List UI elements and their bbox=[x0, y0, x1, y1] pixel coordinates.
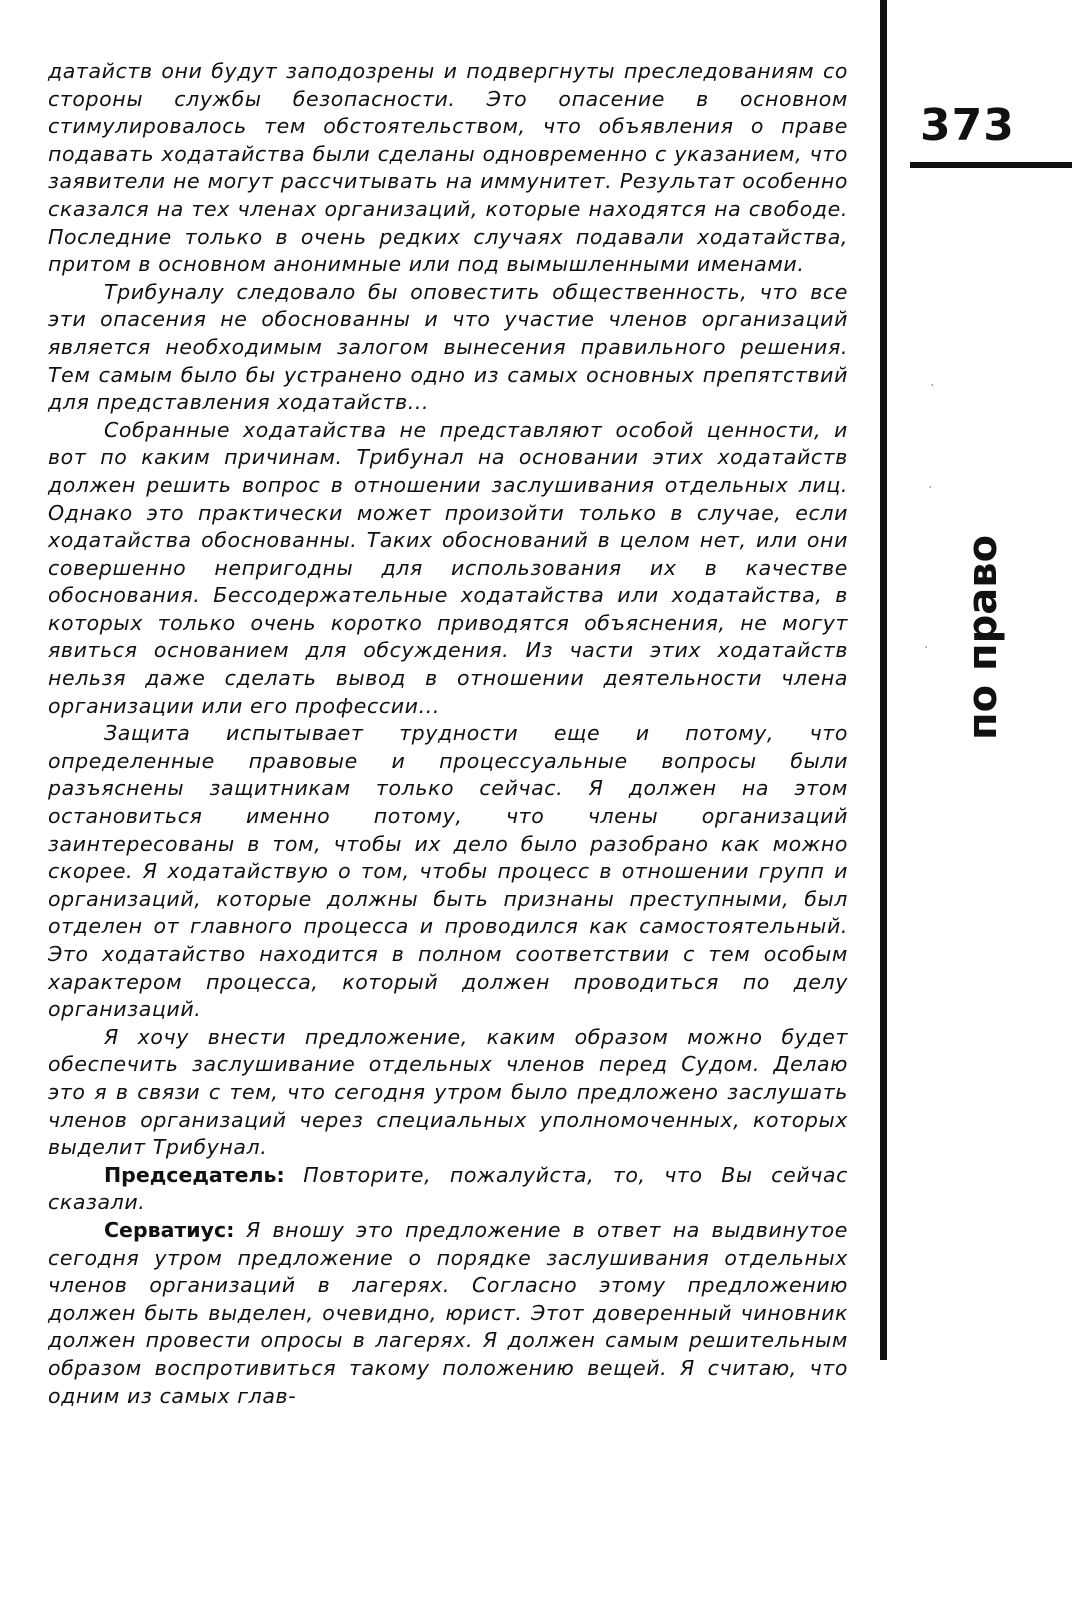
paragraph-1: датайств они будут заподозрены и подвергнуты преследованиям со стороны службы безопасности. Это опасение в основном стимулировалось тем обстоятельством, что объявления о праве подавать ходатайства были сделаны одновременно с указанием, что заявители не могут рассчитывать на иммунитет. Результат особенно сказался на тех членах организаций, которые находятся на свободе. Последние только в очень редких случаях подавали ходатайства, притом в основном анонимные или под вымышленными именами. bbox=[48, 59, 848, 277]
speaker-label: Председатель: bbox=[104, 1162, 285, 1187]
vertical-rule bbox=[880, 0, 887, 1360]
scan-speck: · bbox=[924, 640, 929, 656]
paragraph-2: Трибуналу следовало бы оповестить общественность, что все эти опасения не обоснованны и что участие членов организаций является необходимым залогом вынесения правильного решения. Тем самым было бы устранено одно из самых основных препятствий для представления ходатайств... bbox=[48, 279, 848, 415]
speaker-label: Серватиус: bbox=[104, 1217, 235, 1242]
page-number-underline bbox=[910, 162, 1072, 168]
paragraph-5: Я хочу внести предложение, каким образом можно будет обеспечить заслушивание отдельных членов перед Судом. Делаю это я в связи с тем, что сегодня утром было предложено заслушать членов организаций через специальных уполномоченных, которых выделит Трибунал. bbox=[48, 1024, 848, 1160]
main-text-column bbox=[48, 58, 848, 1410]
scan-speck: · bbox=[928, 480, 933, 496]
paragraph-3: Собранные ходатайства не представляют особой ценности, и вот по каким причинам. Трибунал на основании этих ходатайств должен решить вопрос в отношении заслушивания отдельных лиц. Однако это практически может произойти только в случае, если ходатайства обоснованны. Таких обоснований в целом нет, или они совершенно непригодны для использования их в качестве обоснования. Бессодержательные ходатайства или ходатайства, в которых только очень коротко приводятся объяснения, не могут явиться основанием для обсуждения. Из части этих ходатайств нельзя даже сделать вывод в отношении деятельности члена организации или его профессии... bbox=[48, 417, 848, 718]
page-number: 373 bbox=[920, 100, 1015, 151]
paragraph-6: Председатель: Повторите, пожалуйста, то, что Вы сейчас сказали. bbox=[48, 1162, 848, 1215]
paragraph-7: Серватиус: Я вношу это предложение в ответ на выдвинутое сегодня утром предложение о порядке заслушивания отдельных членов организаций в лагерях. Согласно этому предложению должен быть выделен, очевидно, юрист. Этот доверенный чиновник должен провести опросы в лагерях. Я должен самым решительным образом воспротивиться такому положению вещей. Я считаю, что одним из самых глав- bbox=[48, 1217, 848, 1408]
paragraph-4: Защита испытывает трудности еще и потому, что определенные правовые и процессуальные вопросы были разъяснены защитникам только сейчас. Я должен на этом остановиться именно потому, что члены организаций заинтересованы в том, чтобы их дело было разобрано как можно скорее. Я ходатайствую о том, чтобы процесс в отношении групп и организаций, которые должны быть признаны преступными, был отделен от главного процесса и проводился как самостоятельный. Это ходатайство находится в полном соответствии с тем особым характером процесса, который должен проводиться по делу организаций. bbox=[48, 721, 848, 1022]
scan-speck: · bbox=[930, 378, 935, 394]
running-side-title: по право bbox=[960, 534, 1006, 740]
